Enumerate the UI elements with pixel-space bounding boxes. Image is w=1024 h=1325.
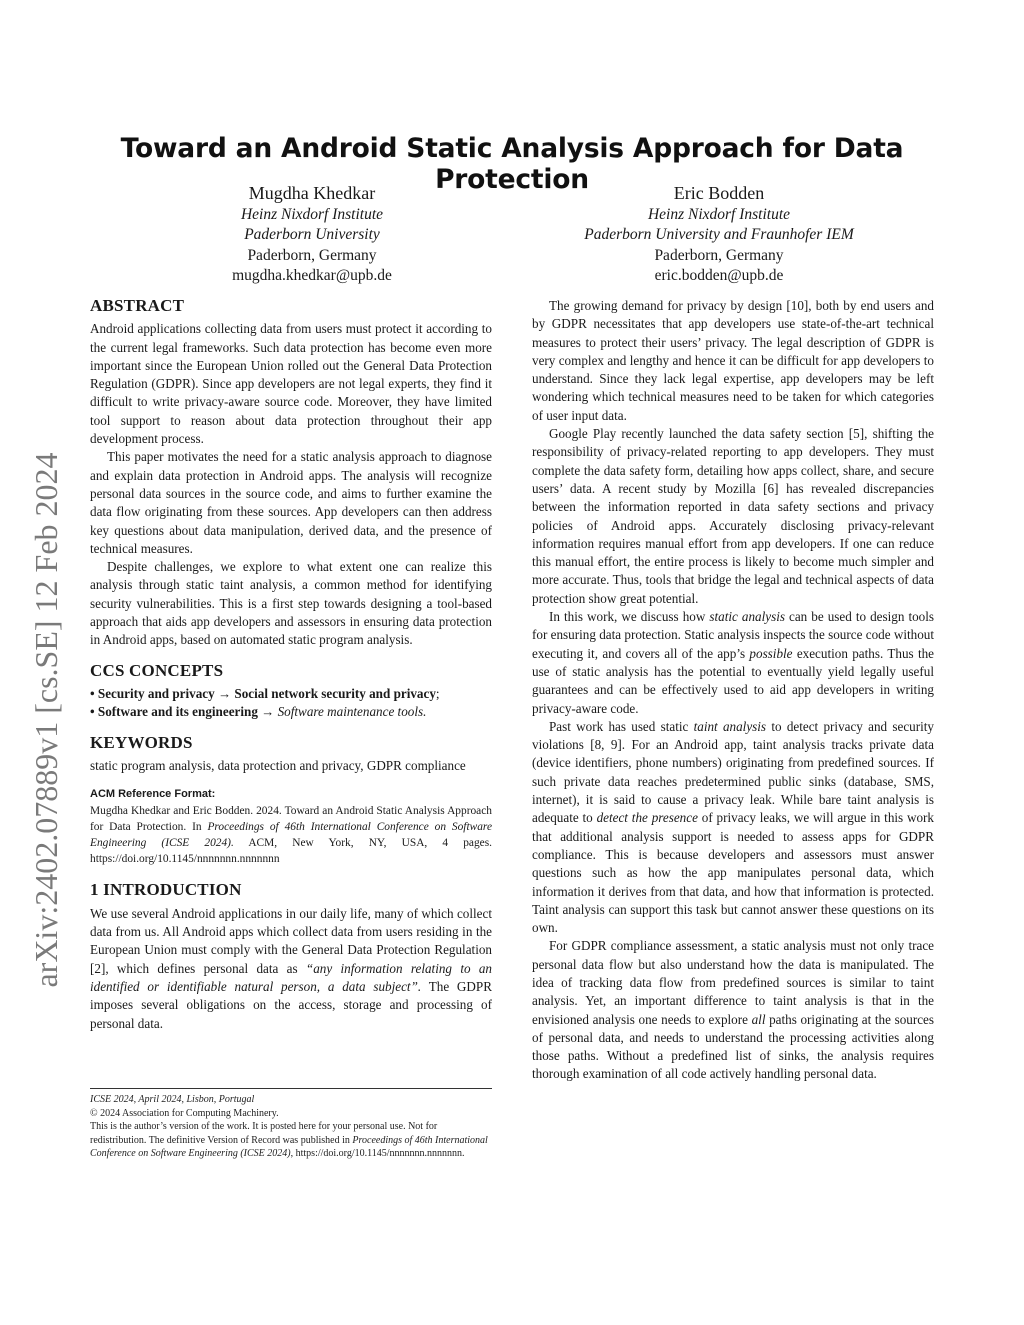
author-version-note: This is the author’s version of the work. It is posted here for your personal use. Not for redistribution. The definitive Version of Record was published in Proceedings of 46th International Conference on Software Engineering (ICSE 2024), https://doi.org/10.1145/nnnnnnn.nnnnnnn.	[90, 1121, 488, 1160]
ccs-concept: Software maintenance tools.	[277, 704, 427, 720]
acm-reference-heading: ACM Reference Format:	[90, 788, 216, 801]
abstract-paragraph: This paper motivates the need for a static analysis approach to diagnose and explain data protection in Android apps. The analysis will recognize personal data sources in the source code, and aims to further examine the data flow originating from these sources. App developers can then address key questions about data manipulation, derived data, and the presence of technical measures.	[90, 449, 492, 556]
copyright-line: © 2024 Association for Computing Machinery.	[90, 1107, 279, 1119]
author-institute: Heinz Nixdorf Institute	[240, 206, 384, 223]
intro-heading: 1 INTRODUCTION	[90, 880, 242, 900]
body-paragraph: In this work, we discuss how static analysis can be used to design tools for ensuring data protection. Static analysis inspects the source code without executing it, and covers all of the app’s possible execution paths. Thus the use of static analysis has the potential to eventually yield legally useful guarantees and can be effectively used to aid app developers in writing privacy-aware code.	[532, 609, 935, 716]
abstract-paragraph: Despite challenges, we explore to what extent one can realize this analysis through static taint analysis, a common method for identifying security vulnerabilities. This is a first step towards designing a tool-based approach that aids app developers and assessors in ensuring data protection in Android apps, based on automated static program analysis.	[90, 559, 492, 648]
paper-title: Toward an Android Static Analysis Approach for Data Protection	[120, 133, 904, 195]
author-location: Paderborn, Germany	[654, 246, 784, 264]
venue-line: ICSE 2024, April 2024, Lisbon, Portugal	[90, 1094, 255, 1105]
author-institute: Heinz Nixdorf Institute	[647, 206, 791, 223]
ccs-line-1: • Security and privacy → Social network security and privacy;	[90, 685, 440, 701]
ccs-category: • Security and privacy	[90, 685, 215, 701]
intro-paragraph: We use several Android applications in our daily life, many of which collect data from us. All Android apps which collect data from users residing in the European Union must comply with the General Data Protection Regulation [2], which defines personal data as “any information relating to an identified or identifiable natural person, a data subject”. The GDPR imposes several obligations on the access, storage and processing of personal data.	[90, 905, 492, 1031]
author-email: mugdha.khedkar@upb.de	[232, 266, 392, 284]
author-name: Mugdha Khedkar	[248, 183, 376, 203]
ccs-heading: CCS CONCEPTS	[90, 660, 224, 680]
ccs-category: • Software and its engineering	[90, 704, 258, 720]
author-university: Paderborn University and Fraunhofer IEM	[584, 226, 854, 244]
keywords-heading: KEYWORDS	[90, 732, 193, 752]
body-paragraph: For GDPR compliance assessment, a static analysis must not only trace personal data flow but also understand how the data is manipulated. The idea of tracking data flow from predefined sources is similar to taint analysis. Yet, an important difference to taint analysis is that in the envisioned analysis one needs to explore all paths originating at the sources of personal data, and needs to understand the processing activities along those paths. Without a predefined list of sinks, the analysis requires thorough examination of all code actively handling personal data.	[532, 938, 934, 1082]
arrow-icon: →	[257, 704, 278, 720]
body-paragraph: Past work has used static taint analysis to detect privacy and security violations [8, 9]. For an Android app, taint analysis tracks private data (device identifiers, phone numbers) originating from predefined sources. If such private data reaches predetermined public sinks (database, SMS, internet), it is said to cause a privacy leak. While bare taint analysis is adequate to detect the presence of privacy leaks, we will argue in this work that additional analysis support is needed to assess apps for GDPR compliance. This is because developers and assessors must answer questions such as how the app manipulates personal data, which information it derives from that data, and how that information is protected. Taint analysis can support this task but cannot answer these questions on its own.	[532, 718, 934, 936]
right-column	[532, 297, 934, 1084]
copyright-footnote	[90, 1088, 492, 1161]
body-paragraph: Google Play recently launched the data safety section [5], shifting the responsibility of privacy-related reporting to app developers. They must complete the data safety form, detailing how apps collect, share, and secure users’ data. A recent study by Mozilla [6] has revealed discrepancies between the information reported in data safety sections and privacy policies of Android apps. Accurately disclosing privacy-relevant information requires manual effort from app developers. If one can reduce this manual effort, the entire process is likely to become much simpler and more accurate. Thus, tools that bridge the legal and technical aspects of data protection show great potential.	[532, 426, 934, 606]
ccs-concept: Social network security and privacy	[234, 685, 436, 701]
author-name: Eric Bodden	[673, 183, 765, 203]
left-column	[90, 297, 492, 1033]
author-email: eric.bodden@upb.de	[654, 266, 784, 284]
abstract-heading: ABSTRACT	[90, 296, 185, 315]
keywords-text: static program analysis, data protection and privacy, GDPR compliance	[90, 757, 466, 773]
author-university: Paderborn University	[244, 226, 380, 244]
arxiv-identifier: arXiv:2402.07889v1 [cs.SE] 12 Feb 2024	[28, 452, 64, 988]
arrow-icon: →	[214, 685, 235, 701]
abstract-paragraph: Android applications collecting data from users must protect it according to the current legal frameworks. Such data protection has become even more important since the European Union rolled out the General Data Protection Regulation (GDPR). Since app developers are not legal experts, they find it difficult to write privacy-aware source code. Moreover, they have limited tool support to reason about data protection throughout their app development process.	[90, 321, 492, 447]
author-block-1	[112, 182, 512, 286]
author-block-2	[519, 182, 919, 286]
ccs-line-2	[90, 703, 492, 721]
acm-reference: Mugdha Khedkar and Eric Bodden. 2024. Toward an Android Static Analysis Approach for Data Protection. In Proceedings of 46th International Conference on Software Engineering (ICSE 2024). ACM, New York, NY, USA, 4 pages. https://doi.org/10.1145/nnnnnnn.nnnnnnn	[90, 805, 493, 866]
body-paragraph: The growing demand for privacy by design [10], both by end users and by GDPR necessitates that app developers use state-of-the-art technical measures to protect their users’ privacy. The legal description of GDPR is very complex and lengthy and hence it can be difficult for app developers to understand. Since they lack legal expertise, app developers may be left wondering which technical measures need to be taken for which categories of user input data.	[532, 298, 934, 423]
author-location: Paderborn, Germany	[247, 246, 377, 264]
